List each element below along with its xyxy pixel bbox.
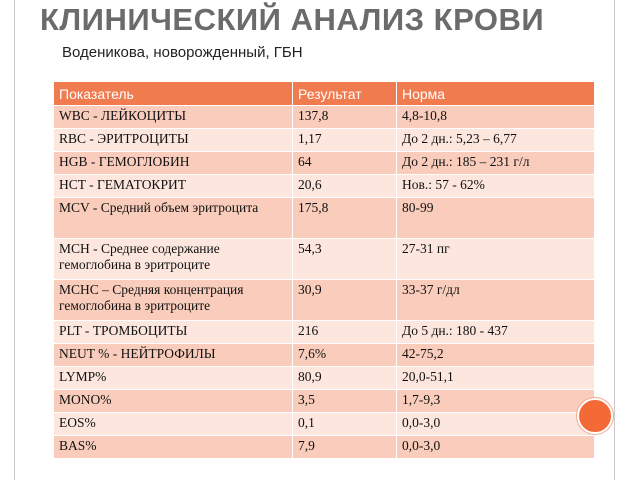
indicator-cell: HCT - ГЕМАТОКРИТ <box>54 175 293 198</box>
table-row <box>54 344 595 367</box>
norm-cell: До 2 дн.: 185 – 231 г/л <box>397 152 595 175</box>
decorative-circle <box>577 398 613 434</box>
slide <box>14 0 615 480</box>
result-cell: 137,8 <box>293 106 397 129</box>
norm-cell: 27-31 пг <box>397 239 595 280</box>
indicator-cell: BAS% <box>54 436 293 459</box>
table-row <box>54 280 595 321</box>
table-row <box>54 152 595 175</box>
indicator-cell: RBC - ЭРИТРОЦИТЫ <box>54 129 293 152</box>
result-cell: 0,1 <box>293 413 397 436</box>
indicator-cell: MCHC – Средняя концентрация гемоглобина в эритроците <box>54 280 293 321</box>
table-row <box>54 175 595 198</box>
table-row <box>54 390 595 413</box>
result-cell: 20,6 <box>293 175 397 198</box>
norm-cell: 0,0-3,0 <box>397 413 595 436</box>
result-cell: 216 <box>293 321 397 344</box>
table-row <box>54 321 595 344</box>
result-cell: 7,6% <box>293 344 397 367</box>
norm-cell: 4,8-10,8 <box>397 106 595 129</box>
result-cell: 1,17 <box>293 129 397 152</box>
norm-cell: 0,0-3,0 <box>397 436 595 459</box>
result-cell: 64 <box>293 152 397 175</box>
header-norm: Норма <box>397 82 595 106</box>
indicator-cell: MONO% <box>54 390 293 413</box>
indicator-cell: LYMP% <box>54 367 293 390</box>
page-title: КЛИНИЧЕСКИЙ АНАЛИЗ КРОВИ <box>40 2 545 37</box>
indicator-cell: MCH - Среднее содержание гемоглобина в эритроците <box>54 239 293 280</box>
table-row <box>54 198 595 239</box>
table-row <box>54 106 595 129</box>
table-row <box>54 436 595 459</box>
norm-cell: 20,0-51,1 <box>397 367 595 390</box>
result-cell: 30,9 <box>293 280 397 321</box>
norm-cell: Нов.: 57 - 62% <box>397 175 595 198</box>
table-header-row <box>54 82 595 106</box>
indicator-cell: EOS% <box>54 413 293 436</box>
result-cell: 80,9 <box>293 367 397 390</box>
header-indicator: Показатель <box>54 82 293 106</box>
norm-cell: 80-99 <box>397 198 595 239</box>
result-cell: 175,8 <box>293 198 397 239</box>
header-result: Результат <box>293 82 397 106</box>
table-row <box>54 413 595 436</box>
indicator-cell: MCV - Средний объем эритроцита <box>54 198 293 239</box>
norm-cell: 1,7-9,3 <box>397 390 595 413</box>
indicator-cell: NEUT % - НЕЙТРОФИЛЫ <box>54 344 293 367</box>
indicator-cell: HGB - ГЕМОГЛОБИН <box>54 152 293 175</box>
result-cell: 7,9 <box>293 436 397 459</box>
norm-cell: 42-75,2 <box>397 344 595 367</box>
norm-cell: До 2 дн.: 5,23 – 6,77 <box>397 129 595 152</box>
norm-cell: До 5 дн.: 180 - 437 <box>397 321 595 344</box>
table-row <box>54 239 595 280</box>
table-row <box>54 129 595 152</box>
result-cell: 3,5 <box>293 390 397 413</box>
indicator-cell: WBC - ЛЕЙКОЦИТЫ <box>54 106 293 129</box>
result-cell: 54,3 <box>293 239 397 280</box>
norm-cell: 33-37 г/дл <box>397 280 595 321</box>
indicator-cell: PLT - ТРОМБОЦИТЫ <box>54 321 293 344</box>
blood-test-table <box>53 81 595 459</box>
patient-subtitle: Воденикова, новорожденный, ГБН <box>62 44 303 61</box>
table-row <box>54 367 595 390</box>
